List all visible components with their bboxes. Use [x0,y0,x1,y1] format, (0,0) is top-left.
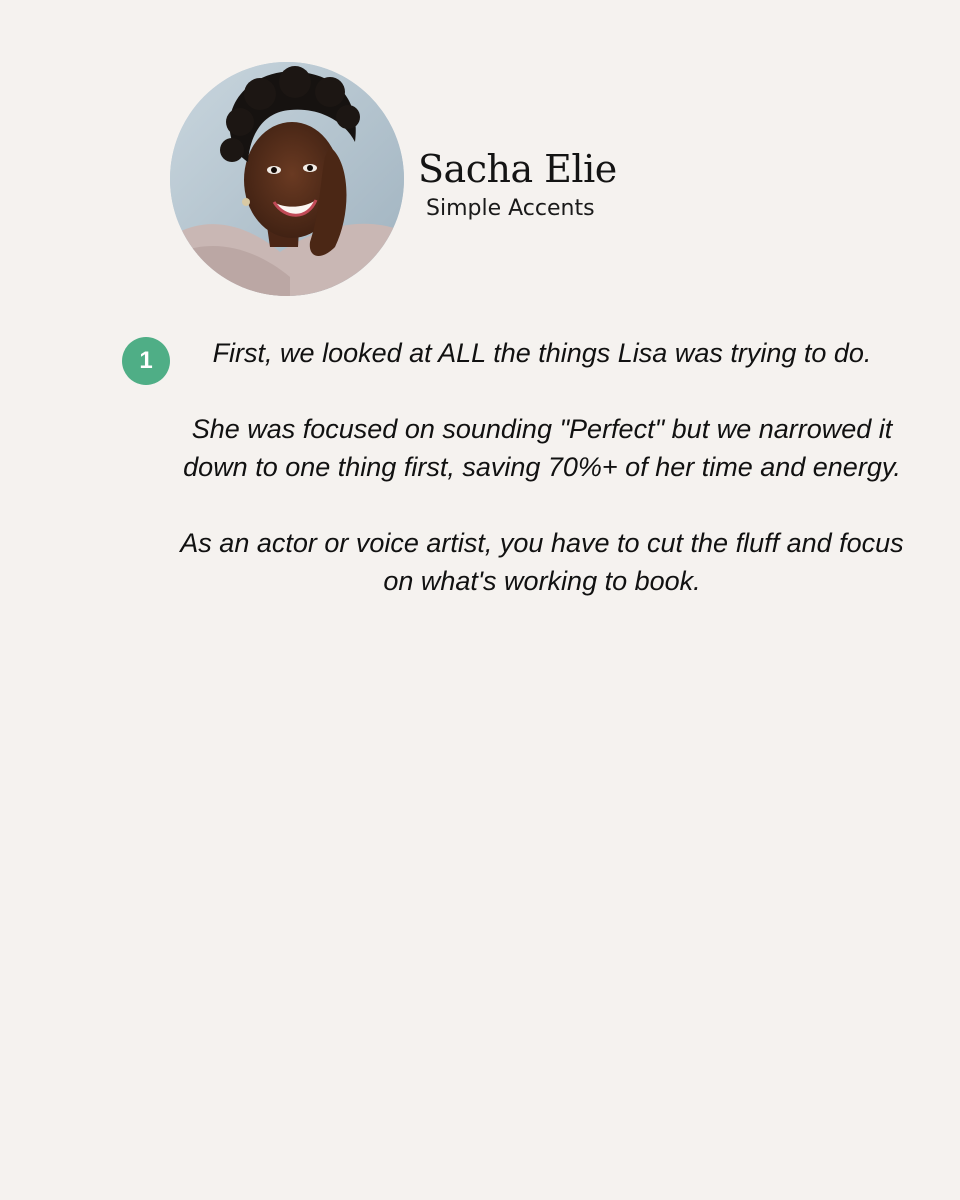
avatar [170,62,404,296]
step-body [180,334,904,600]
profile-company: Simple Accents [426,196,595,221]
profile-header [170,62,690,298]
step-paragraph: She was focused on sounding "Perfect" but we narrowed it down to one thing first, saving 70%+ of her time and energy. [183,414,901,482]
portrait-photo-icon [170,62,404,296]
step-paragraph: As an actor or voice artist, you have to cut the fluff and focus on what's working to book. [180,528,904,596]
step-paragraph: First, we looked at ALL the things Lisa was trying to do. [212,338,872,368]
profile-name: Sacha Elie [418,147,617,191]
step-number-badge: 1 [122,337,170,385]
